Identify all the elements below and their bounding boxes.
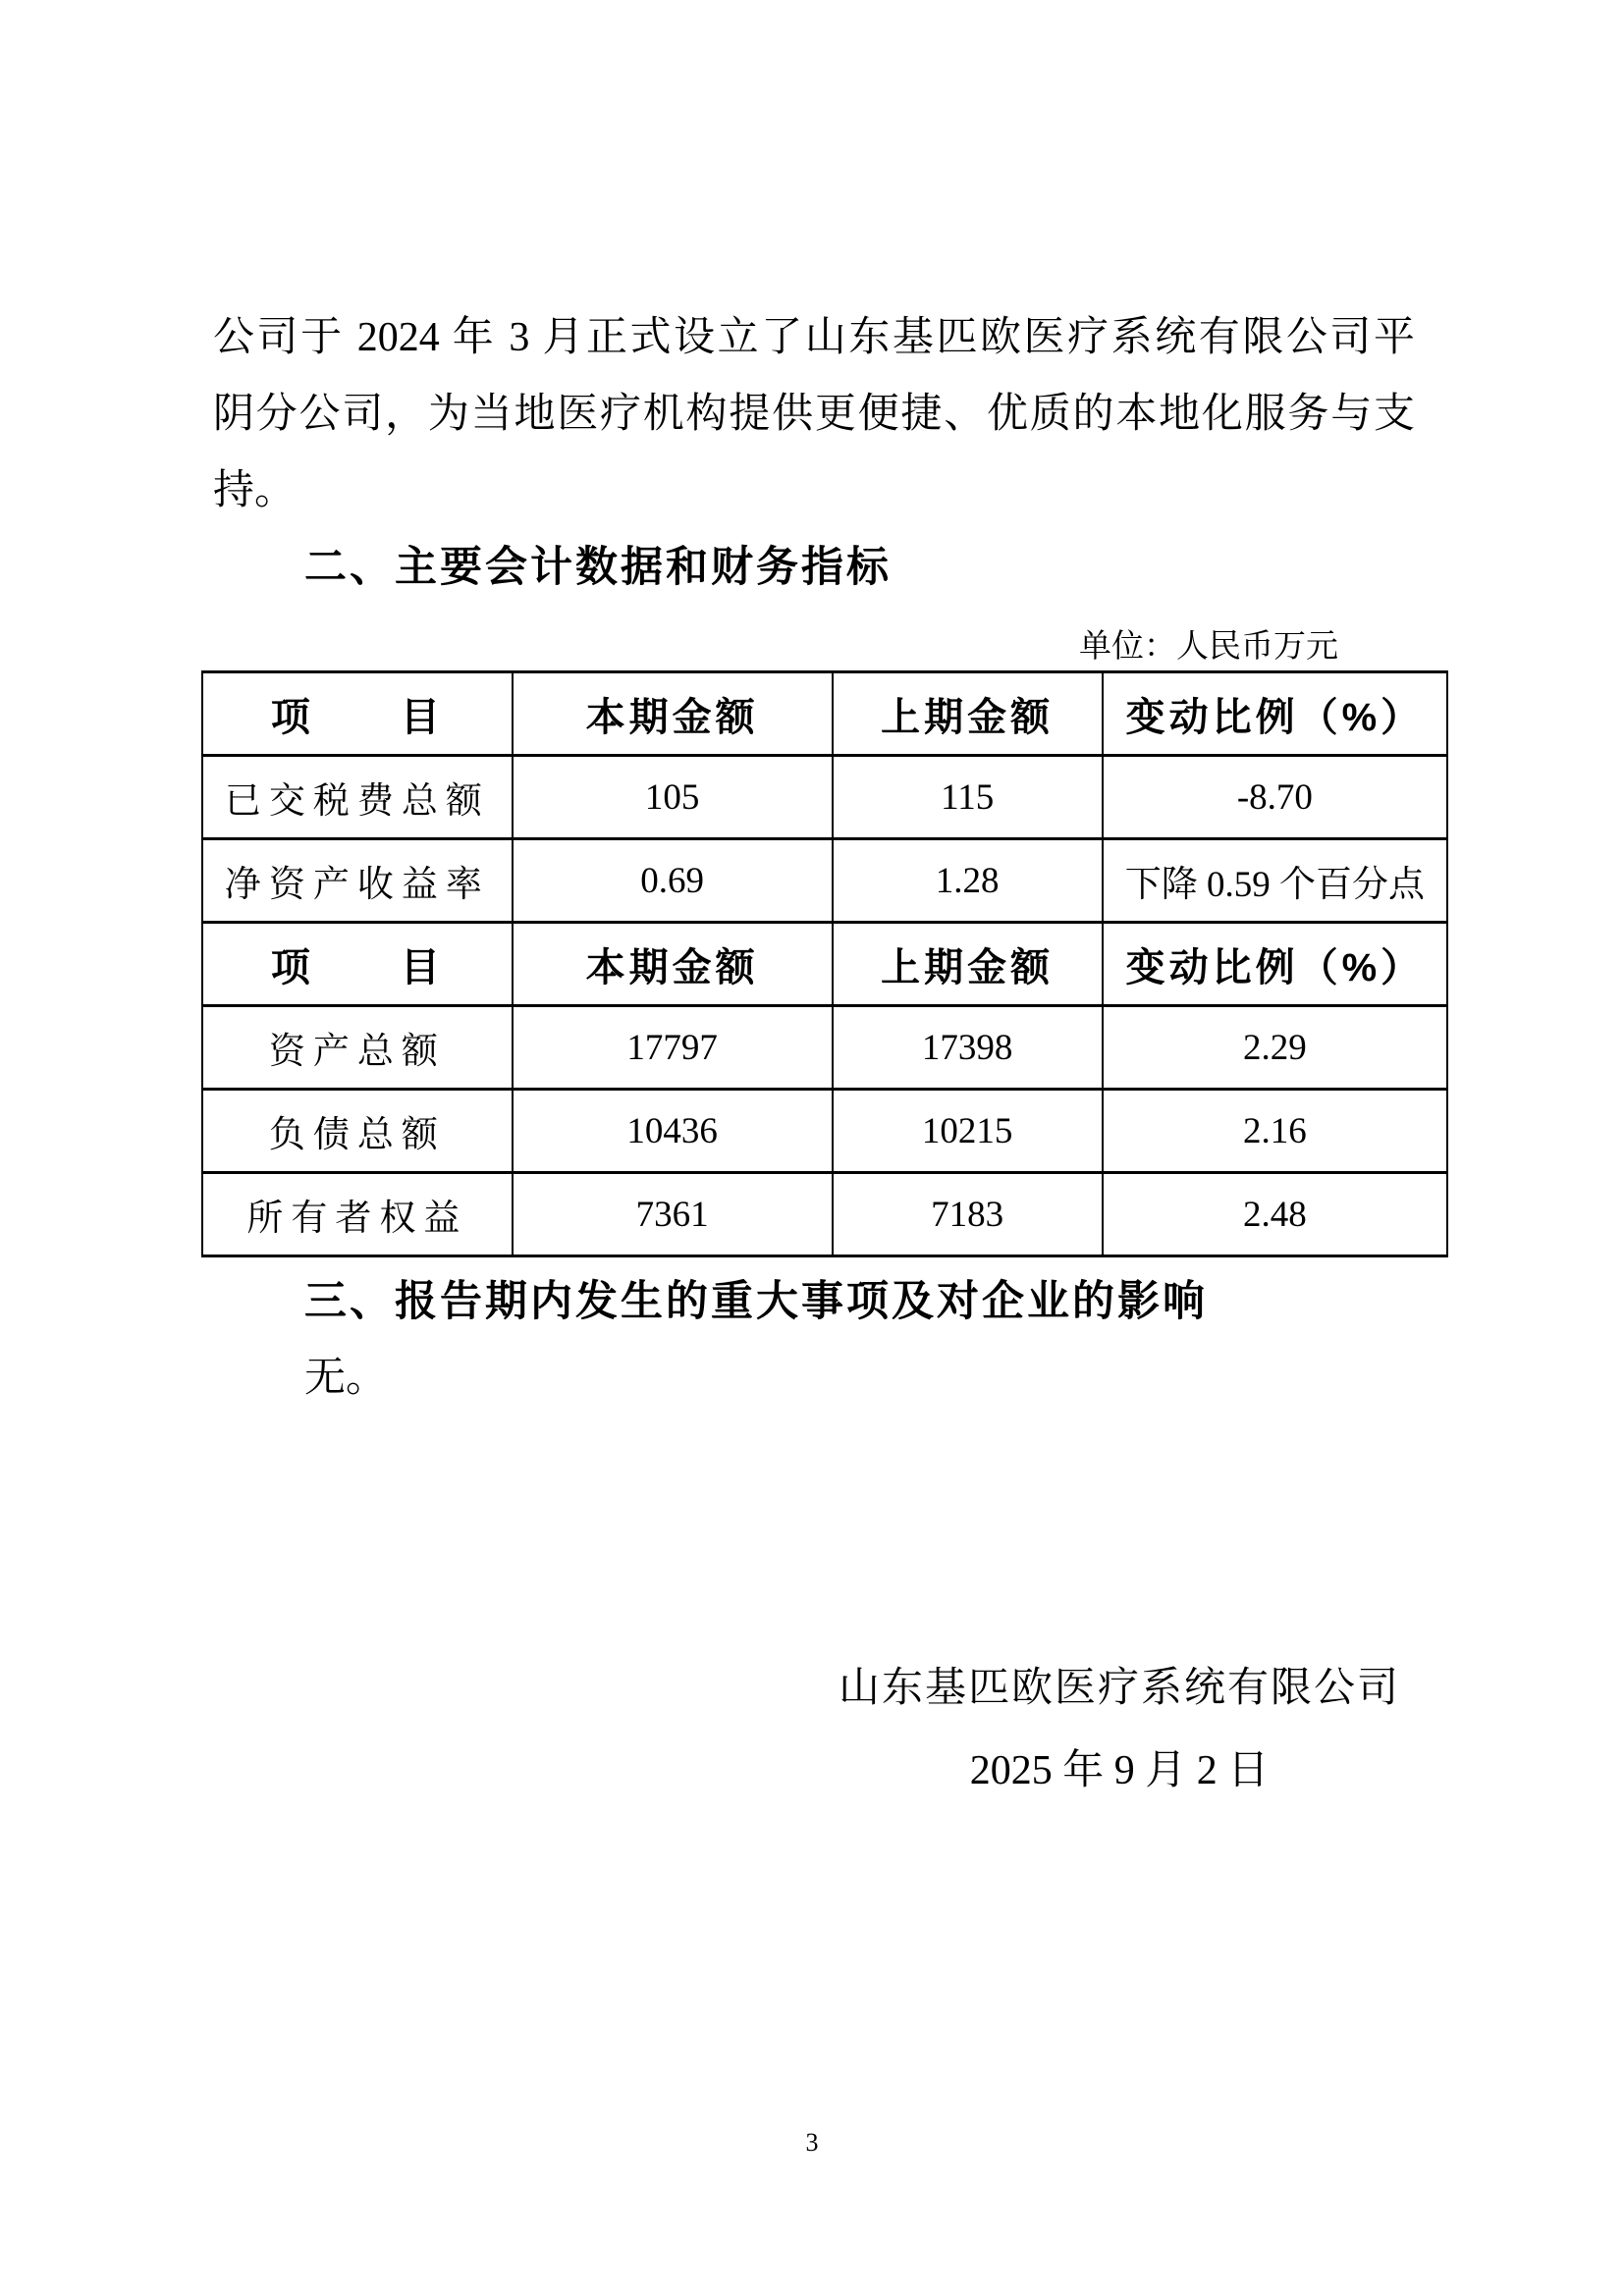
- table-row: [202, 756, 1447, 839]
- page-number: 3: [805, 2128, 819, 2157]
- intro-paragraph: [213, 299, 1415, 529]
- section3-heading: 三、报告期内发生的重大事项及对企业的影响: [304, 1278, 1208, 1325]
- cell-prior: 17398: [833, 1006, 1103, 1090]
- header-cell-item: 项 目: [202, 923, 513, 1006]
- row-label: 净资产收益率: [202, 839, 513, 923]
- table-row: [202, 1090, 1447, 1173]
- table-header-row: [202, 923, 1447, 1006]
- signature-date: 2025 年 9 月 2 日: [969, 1748, 1270, 1793]
- cell-prior: 1.28: [833, 839, 1103, 923]
- header-cell-prior: 上期金额: [833, 923, 1103, 1006]
- paragraph-line: 持。: [213, 468, 297, 513]
- header-cell-item: 项 目: [202, 672, 513, 756]
- header-cell-change: 变动比例（%）: [1103, 923, 1447, 1006]
- cell-change: 2.16: [1103, 1090, 1447, 1173]
- row-label: 已交税费总额: [202, 756, 513, 839]
- row-label: 资产总额: [202, 1006, 513, 1090]
- paragraph-line: 公司于 2024 年 3 月正式设立了山东基匹欧医疗系统有限公司平: [213, 315, 1415, 360]
- header-cell-change: 变动比例（%）: [1103, 672, 1447, 756]
- cell-prior: 115: [833, 756, 1103, 839]
- table-row: [202, 1173, 1447, 1256]
- cell-change: -8.70: [1103, 756, 1447, 839]
- cell-change: 2.48: [1103, 1173, 1447, 1256]
- section3-body: 无。: [304, 1356, 388, 1401]
- header-cell-current: 本期金额: [513, 923, 833, 1006]
- table-row: [202, 839, 1447, 923]
- cell-current: 105: [513, 756, 833, 839]
- cell-change: 2.29: [1103, 1006, 1447, 1090]
- header-cell-current: 本期金额: [513, 672, 833, 756]
- cell-current: 0.69: [513, 839, 833, 923]
- cell-change: 下降 0.59 个百分点: [1103, 839, 1447, 923]
- row-label: 所有者权益: [202, 1173, 513, 1256]
- cell-current: 7361: [513, 1173, 833, 1256]
- row-label: 负债总额: [202, 1090, 513, 1173]
- cell-current: 17797: [513, 1006, 833, 1090]
- cell-prior: 7183: [833, 1173, 1103, 1256]
- section2-heading: 二、主要会计数据和财务指标: [304, 544, 892, 591]
- paragraph-line: 阴分公司，为当地医疗机构提供更便捷、优质的本地化服务与支: [213, 392, 1415, 437]
- table-row: [202, 1006, 1447, 1090]
- signature-company: 山东基匹欧医疗系统有限公司: [838, 1666, 1400, 1711]
- unit-note: 单位：人民币万元: [1079, 629, 1338, 665]
- cell-current: 10436: [513, 1090, 833, 1173]
- cell-prior: 10215: [833, 1090, 1103, 1173]
- table-header-row: [202, 672, 1447, 756]
- header-cell-prior: 上期金额: [833, 672, 1103, 756]
- financial-table: [201, 670, 1448, 1257]
- page-content: [201, 0, 1448, 1809]
- signature-block: [790, 1650, 1448, 1809]
